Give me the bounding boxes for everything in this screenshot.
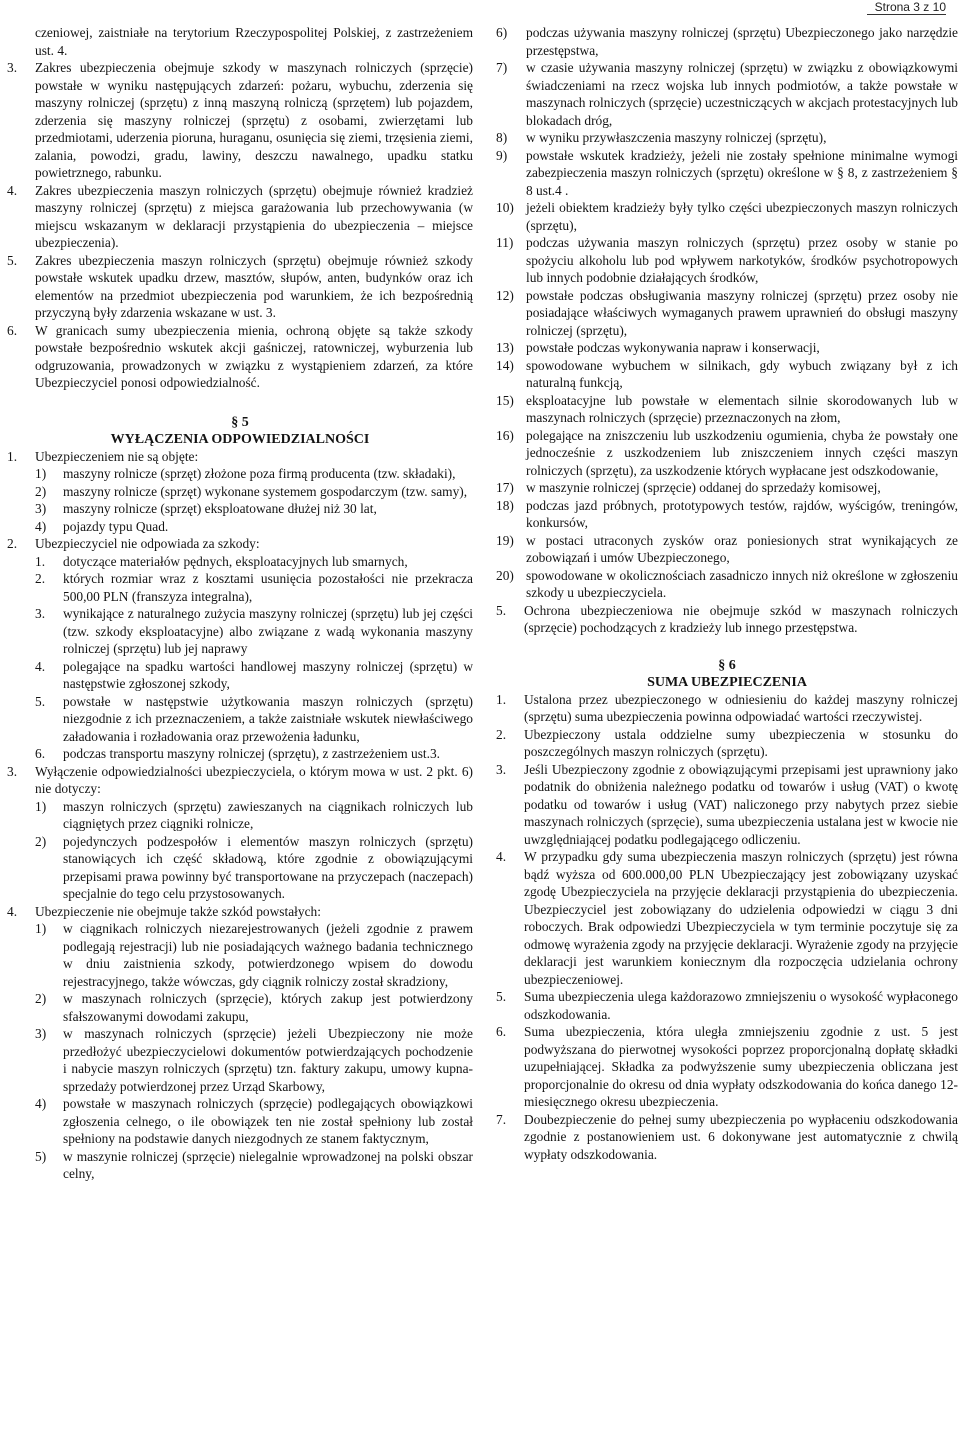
exclusion-2-item: 5. powstałe w następstwie użytkowania maszyn rolniczych (sprzętu) niezgodnie z ich przeznaczeniem, a także zaistniałe wskutek niewłaściwego załadowania i rozładowania oraz przewożenia ładunku, (35, 693, 473, 744)
exclusion-3-item: 1) maszyn rolniczych (sprzętu) zawieszanych na ciągnikach rolniczych lub ciągniętych przez ciągniki rolnicze, (35, 798, 473, 831)
exclusion-2-item: 2. których rozmiar wraz z kosztami usunięcia pozostałości nie przekracza 500,00 PLN (franszyza integralna), (35, 571, 473, 604)
section-5-symbol: § 5 (231, 414, 249, 430)
exclusion-4-item: 17) w maszynie rolniczej (sprzęcie) oddanej do sprzedaży komisowej, (496, 480, 881, 495)
sum-clause: 1. Ustalona przez ubezpieczonego w odniesieniu do każdej maszyny rolniczej (sprzętu) suma ubezpieczenia powinna odpowiadać wartości rzeczywistej. (496, 691, 958, 724)
exclusion-2-item: 4. polegające na spadku wartości handlowej maszyny rolniczej (sprzętu) w następstwie zgłoszonej szkody, (35, 658, 473, 691)
right-column (496, 24, 958, 1163)
sum-clause: 4. W przypadku gdy suma ubezpieczenia maszyn rolniczych (sprzętu) jest równa bądź wyższa od 600.000,00 PLN Ubezpieczający jest zobowiązany uzyskać zgodę Ubezpieczyciela na przyjęcie deklaracji przystąpienia do ubezpieczenia. Ubezpieczyciel jest zobowiązany do udzielenia odpowiedzi w ciągu 3 dni roboczych. Brak odpowiedzi Ubezpieczyciela w tym terminie poczytuje się za odmowę wyrażenia zgody na przyjęcie deklaracji. Wyrażenie zgody na przyjęcie deklaracji jest warunkiem koniecznym dla rozpoczęcia udzielania ochrony ubezpieczeniowej. (496, 849, 958, 987)
exclusion-4-item: 9) powstałe wskutek kradzieży, jeżeli nie zostały spełnione minimalne wymogi zabezpieczenia maszyn rolniczych (sprzętu) określone w § 8, z zastrzeżeniem § 8 ust.4 . (496, 147, 958, 198)
clause-5: 5. Zakres ubezpieczenia maszyn rolniczych (sprzętu) obejmuje również szkody powstałe wskutek upadku drzew, masztów, słupów, anten, budynków oraz ich elementów na przedmiot ubezpieczenia pod warunkiem, że ich bezpośrednią przyczyną były zdarzenia wskazane w ust. 3. (7, 252, 473, 320)
exclusion-4-item: 3) w maszynach rolniczych (sprzęcie) jeżeli Ubezpieczony nie może przedłożyć ubezpieczycielowi dokumentów potwierdzających pochodzenie i nabycie maszyn rolniczych (sprzętu) tzn. faktury zakupu, umowy kupna-sprzedaży potwierdzonej przez Urząd Skarbowy, (35, 1026, 473, 1094)
exclusion-1-item: 1) maszyny rolnicze (sprzęt) złożone poza firmą producenta (tzw. składaki), (35, 466, 456, 481)
exclusion-4-item: 15) eksploatacyjne lub powstałe w elementach silnie skorodowanych lub w maszynach rolniczych (sprzęcie) przeznaczonych na złom, (496, 392, 958, 425)
exclusion-4-item: 1) w ciągnikach rolniczych niezarejestrowanych (jeżeli zgodnie z prawem podlegają rejestracji) lub nie posiadających ważnego badania technicznego w dniu zaistnienia szkody, potwierdzonego wpisem do dowodu rejestracyjnego, także wówczas, gdy ciągnik rolniczy został skradziony, (35, 921, 473, 989)
exclusion-2-item: 6. podczas transportu maszyny rolniczej (sprzętu), z zastrzeżeniem ust.3. (35, 746, 441, 761)
exclusion-4-item: 11) podczas używania maszyn rolniczych (sprzętu) przez osoby w stanie po spożyciu alkoholu lub pod wpływem narkotyków, środków psychotropowych lub innych podobnie działających środków, (496, 235, 958, 285)
exclusion-4-item: 18) podczas jazd próbnych, prototypowych testów, rajdów, wyścigów, treningów, konkursów, (496, 497, 958, 530)
exclusion-4-item: 5) w maszynie rolniczej (sprzęcie) nielegalnie wprowadzonej na polski obszar celny, (35, 1148, 473, 1181)
exclusion-4-item: 8) w wyniku przywłaszczenia maszyny rolniczej (sprzętu), (496, 130, 827, 145)
clause-4: 4. Zakres ubezpieczenia maszyn rolniczych (sprzętu) obejmuje również kradzież maszyny rolniczej (sprzętu) z miejsca garażowania lub przechowywania (w miejscu wskazanym w deklaracji przystąpienia do ubezpieczenia – miejsce ubezpieczenia). (7, 182, 473, 250)
section-5-title: WYŁĄCZENIA ODPOWIEDZIALNOŚCI (110, 431, 370, 447)
exclusion-2: 2. Ubezpieczyciel nie odpowiada za szkody: (7, 536, 260, 551)
exclusion-4-item: 7) w czasie używania maszyny rolniczej (sprzętu) w związku z obowiązkowymi świadczeniami na rzecz wojska lub innych podmiotów, a także powstałe w maszynach rolniczych (sprzęcie) uczestniczących w akcjach protestacyjnych lub blokadach dróg, (496, 60, 958, 128)
exclusion-1-item: 3) maszyny rolnicze (sprzęt) eksploatowane dłużej niż 30 lat, (35, 501, 377, 516)
continued-paragraph: czeniowej, zaistniałe na terytorium Rzeczypospolitej Polskiej, z zastrzeżeniem ust. 4. (35, 25, 473, 58)
exclusion-4-item: 4) powstałe w maszynach rolniczych (sprzęcie) podlegających obowiązkowi zgłoszenia celnego, o ile obowiązek ten nie został spełniony lub został spełniony na podstawie danych niezgodnych ze stanem faktycznym, (35, 1096, 473, 1146)
exclusion-4-item: 13) powstałe podczas wykonywania napraw i konserwacji, (496, 340, 820, 355)
exclusion-5: 5. Ochrona ubezpieczeniowa nie obejmuje szkód w maszynach rolniczych (sprzęcie) pochodzących z kradzieży lub innego przestępstwa. (496, 602, 958, 635)
exclusion-4-item: 19) w postaci utraconych zysków oraz poniesionych strat wynikających ze zobowiązań i umów Ubezpieczonego, (496, 532, 958, 565)
exclusion-4-item: 6) podczas używania maszyny rolniczej (sprzętu) Ubezpieczonego jako narzędzie przestępstwa, (496, 25, 958, 58)
exclusion-1-item: 4) pojazdy typu Quad. (35, 518, 169, 534)
exclusion-2-item: 3. wynikające z naturalnego zużycia maszyny rolniczej (sprzętu) lub jej części (tzw. szkody eksploatacyjne) albo związane z wadą wykonania maszyny rolniczej (sprzętu) lub jej naprawy (35, 606, 473, 656)
exclusion-4-item: 10) jeżeli obiektem kradzieży były tylko części ubezpieczonych maszyn rolniczych (sprzętu), (496, 200, 958, 233)
exclusion-4-item: 14) spowodowane wybuchem w silnikach, gdy wybuch związany był z ich naturalną funkcją, (496, 357, 958, 390)
section-6-symbol: § 6 (718, 657, 736, 673)
exclusion-3: 3. Wyłączenie odpowiedzialności ubezpieczyciela, o którym mowa w ust. 2 pkt. 6) nie dotyczy: (7, 763, 473, 796)
sum-clause: 7. Doubezpieczenie do pełnej sumy ubezpieczenia po wypłaceniu odszkodowania zgodnie z postanowieniem ust. 6 dokonywane jest automatycznie z chwilą wypłaty odszkodowania. (496, 1111, 958, 1162)
exclusion-4-item: 20) spowodowane w okolicznościach zasadniczo innych niż określone w zgłoszeniu szkody u ubezpieczyciela. (496, 567, 958, 600)
exclusion-4-item: 2) w maszynach rolniczych (sprzęcie), których zakup jest potwierdzony sfałszowanymi dowodami zakupu, (35, 991, 473, 1024)
sum-clause: 5. Suma ubezpieczenia ulega każdorazowo zmniejszeniu o wysokość wypłaconego odszkodowania. (496, 989, 958, 1022)
exclusion-1: 1. Ubezpieczeniem nie są objęte: (7, 448, 199, 464)
exclusion-4: 4. Ubezpieczenie nie obejmuje także szkód powstałych: (7, 903, 321, 919)
sum-clause: 2. Ubezpieczony ustala oddzielne sumy ubezpieczenia w stosunku do poszczególnych maszyn rolniczych (sprzętu). (496, 726, 958, 759)
sum-clause: 3. Jeśli Ubezpieczony zgodnie z obowiązującymi przepisami jest uprawniony jako podatnik do obniżenia należnego podatku od towarów i usług (VAT) o kwotę podatku od towarów i usług (VAT) naliczonego przy nabytych przez siebie maszynach rolniczych (sprzęcie), suma ubezpieczenia ustalana jest w kwocie nie uwzględniającej podatku podlegającego odliczeniu. (496, 761, 958, 847)
exclusion-2-item: 1. dotyczące materiałów pędnych, eksploatacyjnych lub smarnych, (35, 553, 408, 569)
clause-3: 3. Zakres ubezpieczenia obejmuje szkody w maszynach rolniczych (sprzęcie) powstałe w wyniku następujących zdarzeń: pożaru, wybuchu, zderzenia się maszyny rolniczej (sprzętu) z inną maszyną rolniczą (sprzętem) lub pojazdem, zderzenia się maszyny rolniczej (sprzętu) z osobami, zwierzętami lub przedmiotami, uderzenia pioruna, huraganu, osunięcia się ziemi, trzęsienia ziemi, zalania, powodzi, gradu, lawiny, deszczu nawalnego, upadku statku powietrznego, rabunku. (7, 60, 473, 180)
exclusion-4-item: 16) polegające na zniszczeniu lub uszkodzeniu ogumienia, chyba że powstały one jednocześnie z uszkodzeniem lub zniszczeniem innych części maszyn rolniczych (sprzętu), za uszkodzenie których wypłacane jest odszkodowanie, (496, 427, 958, 478)
left-column (7, 24, 473, 1183)
exclusion-1-item: 2) maszyny rolnicze (sprzęt) wykonane systemem gospodarczym (tzw. samy), (35, 483, 468, 499)
page-number: Strona 3 z 10 (874, 0, 946, 14)
clause-6: 6. W granicach sumy ubezpieczenia mienia, ochroną objęte są także szkody powstałe bezpośrednio wskutek akcji gaśniczej, ratowniczej, wyburzenia lub odgruzowania, prowadzonych w związku z wystąpieniem zdarzeń, za które Ubezpieczyciel ponosi odpowiedzialność. (7, 322, 473, 390)
exclusion-4-item: 12) powstałe podczas obsługiwania maszyny rolniczej (sprzętu) przez osoby nie posiadające właściwych wymaganych prawem uprawnień do obsługi maszyny rolniczej (sprzętu), (496, 287, 958, 338)
exclusion-3-item: 2) pojedynczych podzespołów i elementów maszyn rolniczych (sprzętu) stanowiących ich część składową, które zgodnie z obowiązującymi przepisami prawa powinny być transportowane na przyczepach (naczepach) specjalnie do tego celu przystosowanych. (35, 833, 473, 901)
sum-clause: 6. Suma ubezpieczenia, która uległa zmniejszeniu zgodnie z ust. 5 jest podwyższana do pierwotnej wysokości poprzez proporcjonalną dopłatę składki uzupełniającej. Składka za podwyższenie sumy ubezpieczenia obliczana jest proporcjonalnie do okresu od dnia wypłaty odszkodowania do końca danego 12-miesięcznego okresu ubezpieczenia. (496, 1024, 958, 1109)
section-6-title: SUMA UBEZPIECZENIA (647, 674, 807, 690)
